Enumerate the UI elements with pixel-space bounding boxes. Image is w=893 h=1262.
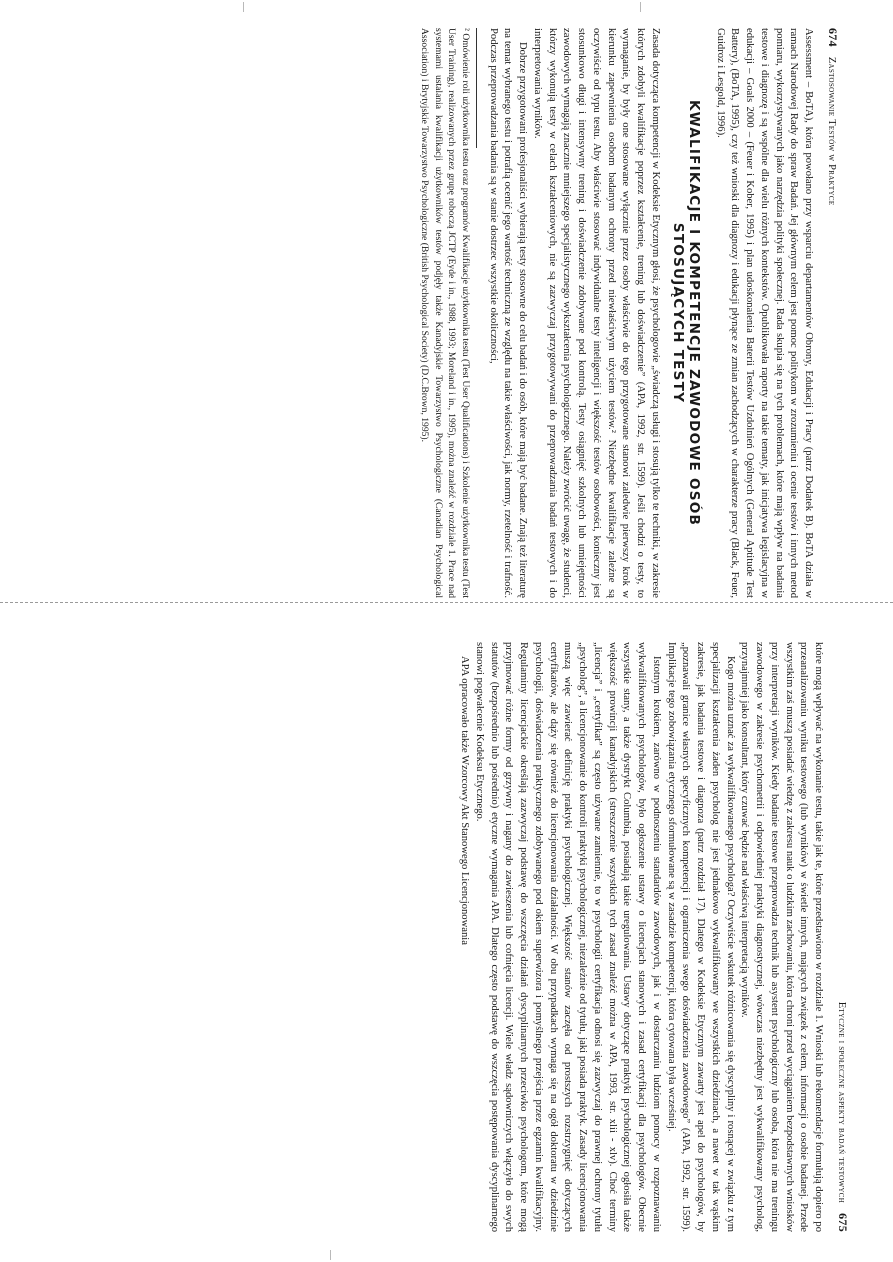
scan-mark: [243, 2, 244, 12]
body-paragraph: Kogo można uznać za wykwalifikowanego psychologa? Oczywiście wskutek różnicowania się dyscypliny i rosnącej w związku z tym specjalizacji kształcenia żaden psycholog nie jest jednakowo wykwalifikowany we wszystkich dziedzinach, a nawet w tak wąskim zakresie, jak badania testowe i diagnoza (patrz rozdział 17). Dlatego w Kodeksie Etycznym zawarty jest apel do psychologów, by „poznawali granice własnych specyficznych kompetencji i ograniczenia swego doświadczenia zawodowego” (APA, 1992, str. 1599). Implikacje tego zobowiązania etycznego sformułowane są w zasadzie kompetencji, która cytowana była wcześniej.: [665, 642, 736, 1232]
body-paragraph: Dobrze przygotowani profesjonaliści wybierają testy stosowne do celu badań i do osób, które mają być badane. Znają też literaturę na temat wybranego testu i potrafią ocenić jego wartość techniczną ze względu na takie właściwości, jak normy, rzetelność i trafność. Podczas przeprowadzania badania są w stanie dostrzec wszystkie okoliczności,: [487, 28, 529, 598]
page-674: [80, 28, 840, 598]
footnote-area: [418, 28, 477, 598]
page-number: 675: [836, 1213, 850, 1232]
section-heading: KWALIFIKACJE I KOMPETENCJE ZAWODOWE OSÓB STOSUJĄCYCH TESTY: [670, 99, 702, 527]
footnote: ² Omówienie roli użytkownika testu oraz programów Kwalifikacje użytkownika testu (Test User Qualifications) i Szkolenie użytkownika testu (Test User Training), realizowanych przez grupę roboczą JCTP (Eyde i in., 1988, 1993; Moreland i in., 1995), można znaleźć w rozdziale 1. Prace nad systemami ustalania kwalifikacji użytkowników testów podjęły także Kanadyjskie Towarzystwo Psychologiczne (Canadian Psychological Association) i Brytyjskie Towarzystwo Psychologiczne (British Psychological Society) (D.C.Brown, 1995).: [419, 28, 471, 598]
page-fold-divider: [0, 602, 893, 603]
page-675: [110, 642, 850, 1232]
page-number: 674: [826, 28, 840, 47]
body-paragraph: Zasada dotycząca kompetencji w Kodeksie Etycznym głosi, że psychologowie „świadczą usługi i stosują tylko te techniki, w zakresie których zdobyli kwalifikacje poprzez kształcenie, trening lub doświadczenie” (APA, 1992, str. 1599). Jeśli chodzi o testy, to wymaganie, by były one stosowane wyłącznie przez osoby właściwie do tego przygotowane stanowi zaledwie pierwszy krok w kierunku zapewnienia osobom badanym ochrony przed niewłaściwym użyciem testów.² Niezbędne kwalifikacje zależne są oczywiście od typu testu. Aby właściwie stosować indywidualne testy inteligencji i większość testów osobowości, konieczny jest stosunkowo długi i intensywny trening i doświadczenie zdobywane pod kontrolą. Testy osiągnięć szkolnych lub umiejętności zawodowych wymagają znacznie mniejszego specjalistycznego wykształcenia psychologicznego. Należy zwrócić uwagę, że studenci, którzy wykonują testy w celach kształceniowych, nie są zazwyczaj przygotowywani do przeprowadzania badań testowych i do interpretowania wyników.: [532, 28, 661, 598]
body-paragraph: APA opracowało także Wzorcowy Akt Stanowego Licencjonowania: [459, 656, 471, 945]
intro-paragraph: Assessment – BoTA), która powołano przy wsparciu departamentów Obrony, Edukacji i Pracy (patrz Dodatek B). BoTA działa w ramach Narodowej Rady do spraw Badań. Jej głównym celem jest pomoc politykom w zrozumieniu i ocenie testów i innych metod pomiaru, wykorzystywanych jako narzędzia polityki społecznej. Rada skupia się na tych problemach, które mają wpływ na badania testowe i diagnozę i są wspólne dla wielu różnych kontekstów. Opublikowała raporty na takie tematy, jak inicjatywa legislacyjna w edukacji – Goals 2000 – (Feuer i Kober, 1995) i plan udoskonalenia Baterii Testów Uzdolnień Ogólnych (General Aptitude Test Battery), (BoTA, 1995), czy też wnioski dla diagnozy i edukacji płynące ze zmian zachodzących w charakterze pracy (Black, Feuer, Guidroz i Lesgold, 1996).: [714, 28, 815, 598]
scan-mark: [330, 1250, 331, 1260]
body-paragraph: Istotnym krokiem, zarówno w podnoszeniu standardów zawodowych, jak i w dostarczaniu ludziom pomocy w rozpoznawaniu wykwalifikowanych psychologów, było ogłoszenie ustawy o licencjach stanowych i zasad certyfikacji dla psychologów. Obecnie wszystkie stany, a także dystrykt Columbia, posiadają takie uregulowania. Ustawy dotyczące praktyki psychologicznej ogłosiła także większość prowincji kanadyjskich (streszczenie wszystkich tych zasad znaleźć można w APA, 1993, str. xlii - xlv). Choć terminy „licencja” i „certyfikat” są często używane zamiennie, to w psychologii certyfikacja odnosi się zazwyczaj do prawnej ochrony tytułu „psycholog”, a licencjonowanie do kontroli praktyki psychologicznej, niezależnie od tytułu, jaki posiada praktyk. Zasady licencjonowania muszą więc zawierać definicję praktyki psychologicznej. Większość stanów zaczęła od prostszych rozstrzygnięć dotyczących certyfikatów, ale dąży się również do licencjonowania działalności. W obu przypadkach wymaga się na ogół doktoratu w dziedzinie psychologii, doświadczenia praktycznego zdobywanego pod okiem superwizora i pomyślnego przejścia przez egzamin kwalifikacyjny. Regulaminy licencjackie określają zazwyczaj podstawę do wszczęcia działań dyscyplinarnych przeciwko psychologom, które mogą przyjmować różne formy od grzywny i nagany do zawieszenia lub cofnięcia licencji. Wiele władz sądowniczych włączyło do swych statutów (bezpośrednio lub pośrednio) etyczne wymagania APA. Dlatego często podstawę do wszczęcia postępowania dyscyplinarnego stanowi pogwałcenie Kodeksu Etycznego.: [474, 642, 662, 1232]
body-paragraph: które mogą wpływać na wykonanie testu, takie jak te, które przedstawiono w rozdziale 1. Wnioski lub rekomendacje formułują dopiero po przeanalizowaniu wyniku testowego (lub wyników) w świetle innych, mających związek z celem, informacji o osobie badanej. Przede wszystkim zaś muszą posiadać wiedzę z zakresu nauk o ludzkim zachowaniu, która chroni przed wyciąganiem bezpodstawnych wniosków przy interpretacji wyników. Kiedy badanie testowe przeprowadza technik lub asystent psychologiczny lub osoba, która nie ma treningu zawodowego w zakresie psychometrii i odpowiedniej praktyki diagnostycznej, wówczas niezbędny jest wykwalifikowany psycholog, przynajmniej jako konsultant, który czuwać będzie nad właściwą interpretacją wyników.: [739, 642, 825, 1232]
running-title: Zastosowanie Testów w Praktyce: [826, 56, 837, 206]
scan-mark: [640, 2, 641, 12]
running-header: [823, 28, 840, 598]
footnote-rule: [476, 28, 477, 148]
running-header: [833, 642, 850, 1232]
running-title: Etyczne i społeczne aspekty badań testowych: [836, 1001, 847, 1204]
